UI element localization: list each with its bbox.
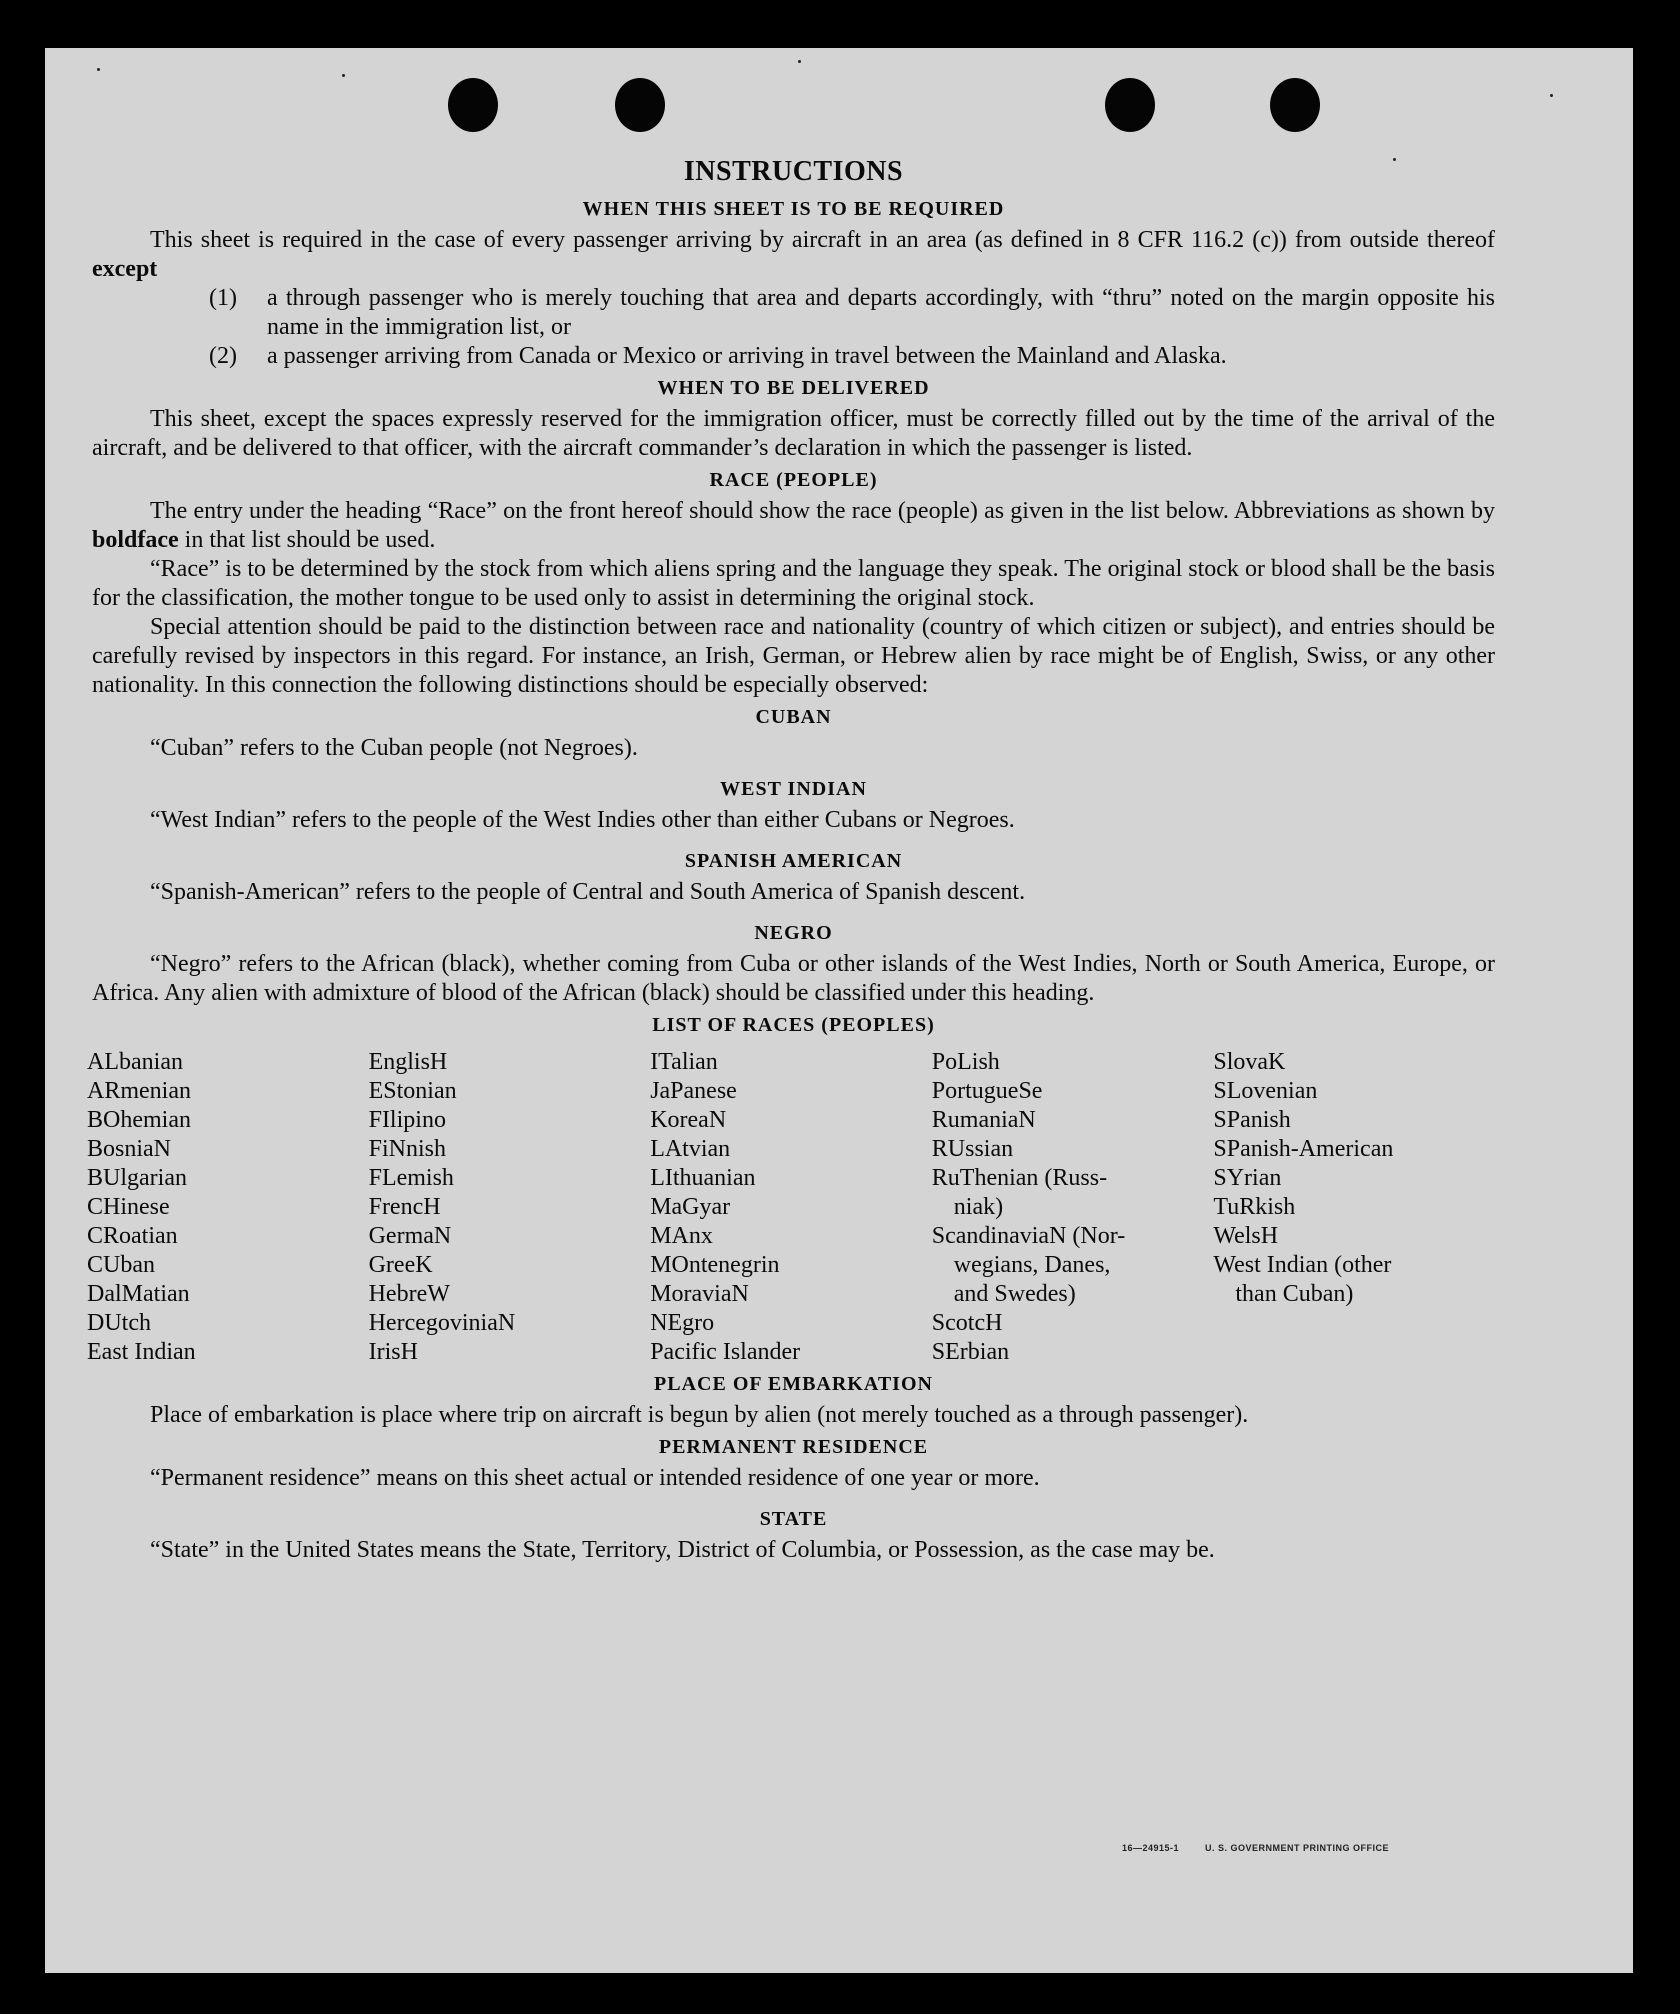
paragraph: “Negro” refers to the African (black), whether coming from Cuba or other islands of the West Indies, North or South America, Europe, or Africa. Any alien with admixture of blood of the African (black) should be classified under this heading.	[92, 951, 1495, 1006]
race-entry: CUban	[87, 1252, 155, 1278]
race-entry: SYrian	[1213, 1165, 1282, 1191]
race-entry: BOhemian	[87, 1107, 191, 1133]
race-entry: East Indian	[87, 1339, 196, 1365]
paragraph: “West Indian” refers to the people of the West Indies other than either Cubans or Negroes.	[150, 807, 1015, 833]
race-entry: PortugueSe	[931, 1078, 1043, 1104]
race-column	[650, 1048, 932, 1367]
race-column	[369, 1048, 651, 1367]
paragraph: “Race” is to be determined by the stock from which aliens spring and the language they speak. The original stock or blood shall be the basis for the classification, the mother tongue to be used only to assist in determining the original stock.	[92, 556, 1495, 611]
race-entry: EStonian	[368, 1078, 457, 1104]
race-entry: CRoatian	[87, 1223, 178, 1249]
paragraph: “State” in the United States means the State, Territory, District of Columbia, or Possession, as the case may be.	[150, 1537, 1215, 1563]
paragraph: This sheet, except the spaces expressly reserved for the immigration officer, must be correctly filled out by the time of the arrival of the aircraft, and be delivered to that officer, with the aircraft commander’s declaration in which the passenger is listed.	[92, 406, 1495, 461]
race-entry: NEgro	[650, 1310, 715, 1336]
item-number: (2)	[209, 343, 237, 369]
punch-hole	[1105, 78, 1155, 132]
race-entry: FiNnish	[368, 1136, 446, 1162]
scan-speck	[798, 60, 801, 63]
list-item	[209, 284, 1495, 342]
race-entry: BosniaN	[87, 1136, 171, 1162]
punch-hole	[615, 78, 665, 132]
race-entry: GermaN	[368, 1223, 452, 1249]
race-entry-continuation: and Swedes)	[953, 1281, 1076, 1307]
race-entry: SPanish	[1213, 1107, 1291, 1133]
race-entry: SLovenian	[1213, 1078, 1318, 1104]
section-heading: RACE (PEOPLE)	[709, 469, 878, 491]
race-column	[932, 1048, 1214, 1367]
race-entry: ScotcH	[931, 1310, 1003, 1336]
race-column	[87, 1048, 369, 1367]
race-entry: ScandinaviaN (Nor-	[931, 1223, 1126, 1249]
race-list	[87, 1048, 1495, 1367]
section-heading: PLACE OF EMBARKATION	[654, 1373, 933, 1395]
item-text: a through passenger who is merely touching that area and departs accordingly, with “thru” noted on the margin opposite his name in the immigration list, or	[267, 285, 1495, 340]
paragraph: “Spanish-American” refers to the people of Central and South America of Spanish descent.	[150, 879, 1026, 905]
document-sheet	[45, 48, 1633, 1973]
section-heading: WHEN TO BE DELIVERED	[657, 377, 930, 399]
race-entry: Pacific Islander	[650, 1339, 801, 1365]
section-heading: SPANISH AMERICAN	[684, 850, 903, 872]
race-column	[1213, 1048, 1495, 1367]
race-entry: RuThenian (Russ-	[931, 1165, 1108, 1191]
race-entry: TuRkish	[1213, 1194, 1296, 1220]
race-entry: ARmenian	[87, 1078, 191, 1104]
list-item	[209, 342, 1495, 371]
printer-imprint	[1122, 1843, 1415, 1853]
race-entry: KoreaN	[650, 1107, 727, 1133]
race-entry: FIlipino	[368, 1107, 446, 1133]
form-number: 16—24915-1	[1122, 1843, 1180, 1853]
punch-hole	[448, 78, 498, 132]
race-entry: West Indian (other	[1213, 1252, 1392, 1278]
scan-speck	[342, 74, 345, 77]
race-entry: JaPanese	[650, 1078, 737, 1104]
paragraph: The entry under the heading “Race” on the front hereof should show the race (people) as given in the list below. Abbreviations as shown by boldface in that list should be used.	[92, 498, 1495, 553]
race-entry: RumaniaN	[931, 1107, 1036, 1133]
race-entry: LAtvian	[650, 1136, 731, 1162]
race-entry: MaGyar	[650, 1194, 731, 1220]
race-entry: DalMatian	[87, 1281, 190, 1307]
section-heading: WHEN THIS SHEET IS TO BE REQUIRED	[582, 198, 1005, 220]
race-entry: RUssian	[931, 1136, 1014, 1162]
section-heading: STATE	[759, 1508, 828, 1530]
race-entry: HebreW	[368, 1281, 450, 1307]
race-entry: ITalian	[650, 1049, 718, 1075]
section-heading: WEST INDIAN	[720, 778, 867, 800]
scan-speck	[1550, 94, 1553, 97]
page-title: INSTRUCTIONS	[683, 156, 904, 187]
section-heading: CUBAN	[755, 706, 832, 728]
paragraph: This sheet is required in the case of every passenger arriving by aircraft in an area (as defined in 8 CFR 116.2 (c)) from outside thereof except	[92, 227, 1495, 282]
paragraph: “Cuban” refers to the Cuban people (not Negroes).	[150, 735, 638, 761]
race-entry: SErbian	[931, 1339, 1010, 1365]
race-entry: HercegoviniaN	[368, 1310, 516, 1336]
race-entry: BUlgarian	[87, 1165, 187, 1191]
item-number: (1)	[209, 285, 237, 311]
race-entry: FrencH	[368, 1194, 441, 1220]
race-entry: EnglisH	[368, 1049, 448, 1075]
race-entry: SlovaK	[1213, 1049, 1286, 1075]
race-entry: GreeK	[368, 1252, 433, 1278]
race-entry: IrisH	[368, 1339, 418, 1365]
paragraph: Place of embarkation is place where trip on aircraft is begun by alien (not merely touched as a through passenger).	[150, 1402, 1249, 1428]
item-text: a passenger arriving from Canada or Mexico or arriving in travel between the Mainland and Alaska.	[267, 343, 1227, 369]
race-entry: FLemish	[368, 1165, 454, 1191]
paragraph: Special attention should be paid to the distinction between race and nationality (country of which citizen or subject), and entries should be carefully revised by inspectors in this regard. For instance, an Irish, German, or Hebrew alien by race might be of English, Swiss, or any other nationality. In this connection the following distinctions should be especially observed:	[92, 614, 1495, 698]
section-heading: NEGRO	[754, 922, 833, 944]
instructions-content	[87, 152, 1495, 1565]
race-entry: MoraviaN	[650, 1281, 749, 1307]
race-entry: WelsH	[1213, 1223, 1279, 1249]
race-entry: PoLish	[931, 1049, 1000, 1075]
race-entry: LIthuanian	[650, 1165, 756, 1191]
race-entry: CHinese	[87, 1194, 170, 1220]
paragraph: “Permanent residence” means on this sheet actual or intended residence of one year or more.	[150, 1465, 1040, 1491]
race-entry-continuation: niak)	[953, 1194, 1004, 1220]
race-entry-continuation: than Cuban)	[1235, 1281, 1354, 1307]
section-heading: LIST OF RACES (PEOPLES)	[652, 1014, 935, 1036]
race-entry: MAnx	[650, 1223, 713, 1249]
race-entry: ALbanian	[87, 1049, 183, 1075]
printer-name: U. S. GOVERNMENT PRINTING OFFICE	[1205, 1843, 1390, 1853]
scan-speck	[97, 68, 100, 71]
section-heading: PERMANENT RESIDENCE	[658, 1436, 929, 1458]
race-entry: SPanish-American	[1213, 1136, 1394, 1162]
race-entry: MOntenegrin	[650, 1252, 780, 1278]
race-entry-continuation: wegians, Danes,	[953, 1252, 1111, 1278]
race-entry: DUtch	[87, 1310, 151, 1336]
punch-hole	[1270, 78, 1320, 132]
